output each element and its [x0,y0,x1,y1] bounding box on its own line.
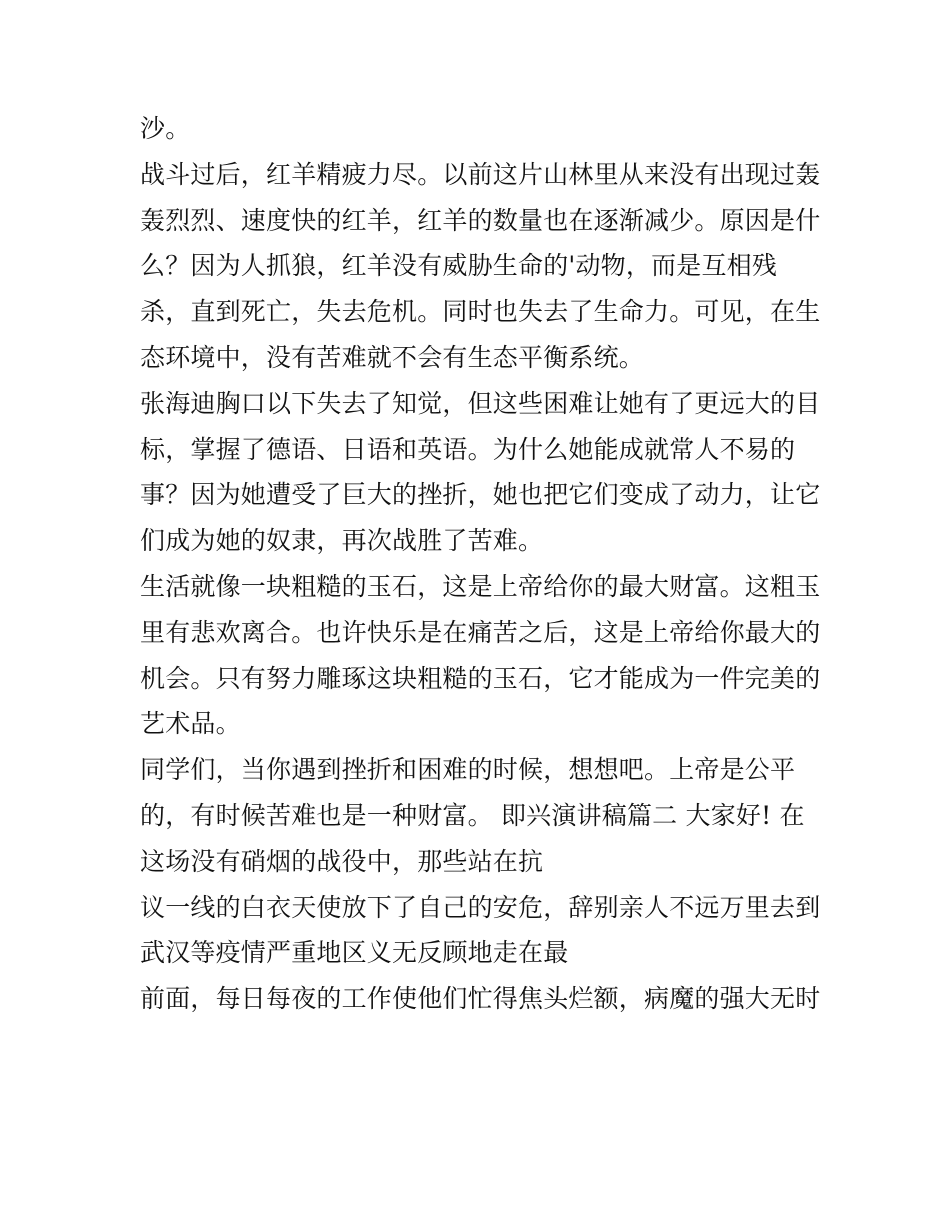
text-line: 的，有时候苦难也是一种财富。 即兴演讲稿篇二 大家好! 在 [140,800,805,830]
text-line: 轰烈烈、速度快的红羊，红羊的数量也在逐渐减少。原因是什 [140,205,821,235]
text-line: 前面，每日每夜的工作使他们忙得焦头烂额，病魔的强大无时 [140,984,821,1014]
body-text [140,106,820,1022]
text-line: 里有悲欢离合。也许快乐是在痛苦之后，这是上帝给你最大的 [140,617,821,647]
text-line: 事？因为她遭受了巨大的挫折，她也把它们变成了动力，让它 [140,480,821,510]
text-line: 杀，直到死亡，失去危机。同时也失去了生命力。可见，在生 [140,297,821,327]
text-line: 态环境中，没有苦难就不会有生态平衡系统。 [140,342,645,372]
text-line: 生活就像一块粗糙的玉石，这是上帝给你的最大财富。这粗玉 [140,571,821,601]
text-line: 张海迪胸口以下失去了知觉，但这些困难让她有了更远大的目 [140,388,821,418]
text-line: 这场没有硝烟的战役中，那些站在抗 [140,846,544,876]
text-line: 同学们，当你遇到挫折和困难的时候，想想吧。上帝是公平 [140,755,796,785]
text-line: 么？因为人抓狼，红羊没有威胁生命的'动物，而是互相残 [140,251,778,281]
text-line: 议一线的白衣天使放下了自己的安危，辞别亲人不远万里去到 [140,892,821,922]
text-line: 武汉等疫情严重地区义无反顾地走在最 [140,938,569,968]
text-line: 标，掌握了德语、日语和英语。为什么她能成就常人不易的 [140,434,796,464]
text-line: 艺术品。 [140,709,241,739]
text-line: 战斗过后，红羊精疲力尽。以前这片山林里从来没有出现过轰 [140,159,821,189]
text-line: 们成为她的奴隶，再次战胜了苦难。 [140,526,544,556]
text-line: 机会。只有努力雕琢这块粗糙的玉石，它才能成为一件完美的 [140,663,821,693]
text-line: 沙。 [140,114,191,143]
